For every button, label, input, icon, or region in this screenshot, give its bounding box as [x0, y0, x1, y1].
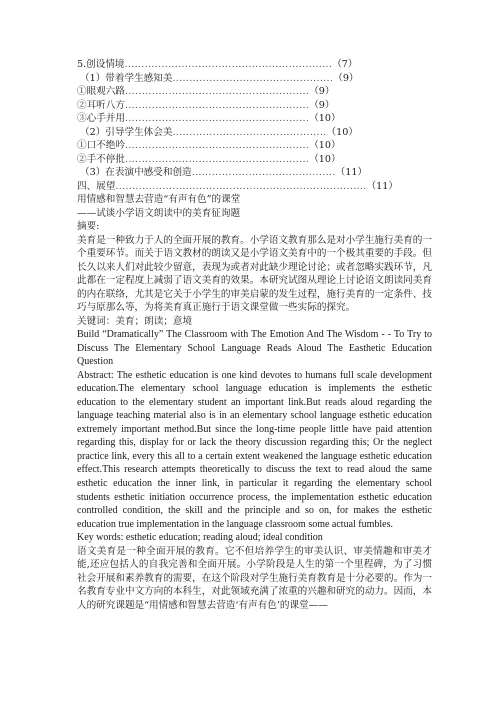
toc-entry-page: （10）: [326, 126, 358, 138]
toc-entry-label: ②耳听八方: [77, 99, 125, 111]
toc-entry: [77, 85, 335, 99]
keywords-english: Key words: esthetic education; reading aloud; ideal condition: [77, 532, 323, 544]
toc-entry-page: （10）: [309, 140, 341, 151]
toc-entry: [77, 166, 368, 180]
toc-entry-page: （10）: [309, 113, 341, 124]
toc-leader-dots: ................................................: [172, 72, 334, 84]
toc-entry: [77, 72, 359, 86]
abstract-label: 摘要:: [77, 221, 100, 232]
table-of-contents: [77, 58, 432, 193]
abstract-chinese: 美育是一种致力于人的全面开展的教育。小学语文教育那么是对小学生施行美育的一个重要环节。而关于语文教材的朗读又是小学语文美育中的一个极其重要的手段。但长久以来人们对此较少留意，表现为或者对此缺少理论讨论；或者忽略实践环节，凡此都在一定程度上减弱了语文美育的效果。本研究试图从理论上讨论语文朗读同美育的内在联络，尤其是它关于小学生的审美启蒙的发生过程，施行美育的一定条件、技巧与原那么等，为将美育真正施行于语文课堂做一些实际的探究。: [77, 234, 432, 313]
toc-entry-label: （3）在表演中感受和创造: [80, 167, 192, 178]
toc-entry-page: （11）: [335, 167, 368, 178]
toc-entry: [77, 126, 358, 140]
toc-entry-page: （9）: [309, 99, 335, 111]
toc-entry: [77, 180, 398, 194]
body-paragraph: 语文美育是一种全面开展的教育。它不但培养学生的审美认识、审美情趣和审美才能,还应包括人的自我完善和全面开展。小学阶段是人生的第一个里程碑，为了习惯社会开展和素养教育的需要，在这个阶段对学生施行美育教育是十分必要的。作为一名教育专业中文方向的本科生，对此领域充满了浓重的兴趣和研究的动力。因而，本人的研究课题是“用情感和智慧去营造‘有声有色’的课堂——: [77, 545, 432, 611]
toc-entry-label: 5.创设情境: [77, 59, 125, 70]
toc-entry-page: （9）: [309, 86, 335, 97]
toc-entry-label: ②手不停批: [77, 153, 125, 165]
document-page: [77, 58, 432, 612]
toc-entry-label: ①眼观六路: [77, 86, 125, 97]
toc-entry-page: （10）: [309, 153, 341, 165]
toc-leader-dots: .......................................................: [124, 113, 310, 124]
toc-entry-label: ①口不绝吟: [77, 140, 125, 151]
toc-leader-dots: ...........................................................................: [115, 180, 367, 192]
toc-entry-label: （2）引导学生体会美: [80, 126, 173, 138]
document-subtitle: ——试谈小学语文朗读中的美育征询题: [77, 207, 241, 219]
toc-leader-dots: .......................................................: [124, 86, 310, 97]
toc-leader-dots: .......................................................: [124, 153, 310, 165]
keywords-chinese: 关键词：美育；朗读；意境: [77, 315, 193, 327]
toc-entry: [77, 112, 341, 126]
toc-entry: [77, 99, 335, 113]
toc-entry: [77, 153, 341, 167]
toc-entry-page: （7）: [332, 59, 358, 70]
toc-leader-dots: ..............................................................: [124, 59, 333, 70]
toc-entry-label: ③心手并用: [77, 113, 125, 124]
toc-leader-dots: .......................................................: [124, 99, 310, 111]
abstract-english: Abstract: The esthetic education is one kind devotes to humans full scale development education.The elementary school language education is implements the esthetic education to the elementary student an important link.But reads aloud regarding the language teaching material also is in an elementary school language esthetic education extremely important method.But since the long-time people little have paid attention regarding this, display for or lack the theory discussion regarding this; Or the neglect practice link, every this all to a certain extent weakened the language esthetic education effect.This research attempts theoretically to discuss the text to read aloud the same esthetic education the inner link, in particular it regarding the elementary school students esthetic initiation occurrence process, the implementation esthetic education controlled condition, the skill and the principle and so on, for makes the esthetic education true implementation in the language classroom some actual fumbles.: [77, 369, 432, 530]
toc-entry: [77, 58, 358, 72]
toc-leader-dots: ...........................................: [191, 167, 336, 178]
toc-entry-page: （11）: [366, 180, 398, 192]
toc-entry-label: 四、展望: [77, 180, 116, 192]
toc-leader-dots: ..............................................: [172, 126, 327, 138]
toc-entry: [77, 139, 341, 153]
toc-entry-label: （1）带着学生感知美: [80, 72, 173, 84]
toc-leader-dots: .......................................................: [124, 140, 310, 151]
title-english: Build “Dramatically” The Classroom with The Emotion And The Wisdom - - To Try to Discuss The Elementary School Language Reads Aloud The Easthetic Education Question: [77, 329, 432, 368]
document-title: 用情感和智慧去营造“有声有色”的课堂: [77, 194, 241, 205]
toc-entry-page: （9）: [333, 72, 359, 84]
